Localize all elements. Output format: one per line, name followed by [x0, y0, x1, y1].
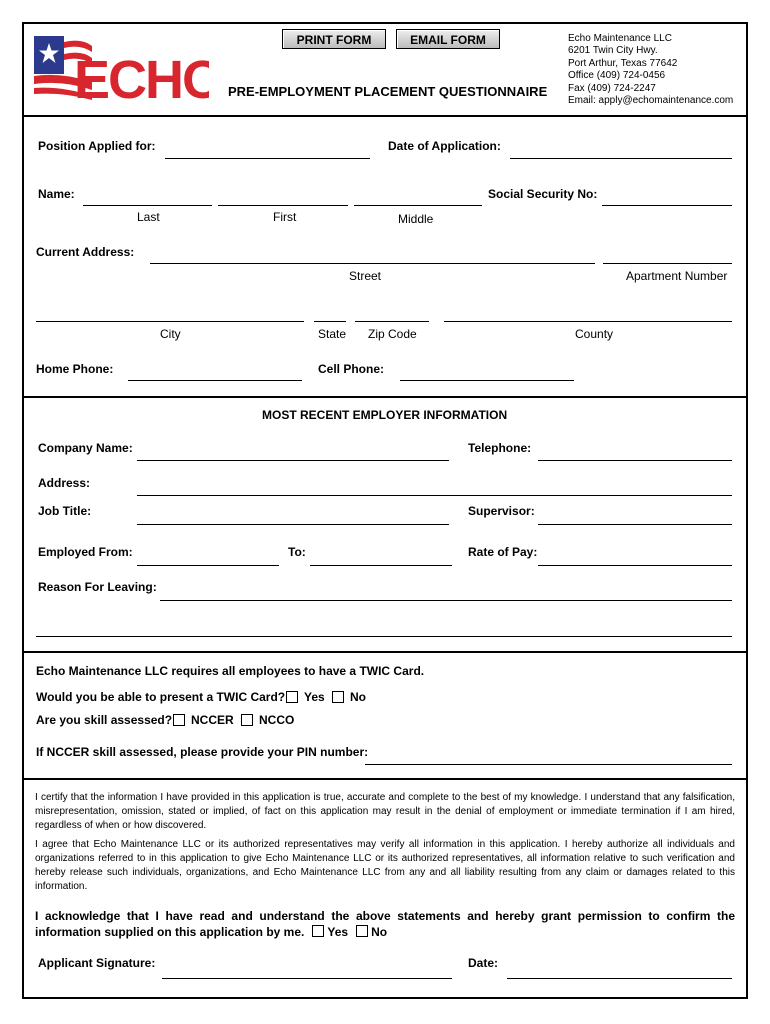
company-name: Echo Maintenance LLC: [568, 33, 672, 44]
employer-heading: MOST RECENT EMPLOYER INFORMATION: [262, 408, 508, 422]
twic-notice: Echo Maintenance LLC requires all employees to have a TWIC Card.: [36, 664, 425, 678]
company-info: [568, 33, 733, 107]
street-sublabel: Street: [349, 269, 382, 283]
signature-date-label: Date:: [468, 956, 499, 970]
first-name-field[interactable]: [218, 205, 348, 206]
city-sublabel: City: [160, 327, 181, 341]
apartment-sublabel: Apartment Number: [626, 269, 728, 283]
signature-label: Applicant Signature:: [38, 956, 156, 970]
acknowledgement: [35, 908, 735, 940]
cell-phone-label: Cell Phone:: [318, 362, 385, 376]
telephone-field[interactable]: [538, 460, 732, 461]
apartment-field[interactable]: [603, 263, 732, 264]
position-label: Position Applied for:: [38, 139, 156, 153]
employed-from-field[interactable]: [137, 565, 279, 566]
supervisor-label: Supervisor:: [468, 504, 535, 518]
employed-to-label: To:: [288, 545, 306, 559]
skill-question: Are you skill assessed?: [36, 713, 173, 727]
employer-address-field[interactable]: [137, 495, 732, 496]
reason-for-leaving-field-2[interactable]: [36, 636, 732, 637]
company-street: 6201 Twin City Hwy.: [568, 45, 658, 57]
ncco-label: NCCO: [259, 713, 295, 727]
acknowledgement-text: I acknowledge that I have read and understand the above statements and hereby grant permission to confirm the information supplied on this application by me.: [35, 909, 735, 939]
ack-yes-label: Yes: [327, 925, 349, 939]
supervisor-field[interactable]: [538, 524, 732, 525]
position-field[interactable]: [165, 158, 370, 159]
date-of-application-label: Date of Application:: [388, 139, 501, 153]
last-sublabel: Last: [137, 210, 160, 224]
signature-date-field[interactable]: [507, 978, 732, 979]
date-of-application-field[interactable]: [510, 158, 732, 159]
nccer-label: NCCER: [191, 713, 234, 727]
job-title-label: Job Title:: [38, 504, 92, 518]
current-address-label: Current Address:: [36, 245, 135, 259]
telephone-label: Telephone:: [468, 441, 532, 455]
home-phone-field[interactable]: [128, 380, 302, 381]
company-email: Email: apply@echomaintenance.com: [568, 95, 734, 107]
employer-address-label: Address:: [38, 476, 91, 490]
middle-name-field[interactable]: [354, 205, 482, 206]
job-title-field[interactable]: [137, 524, 449, 525]
company-name-label: Company Name:: [38, 441, 133, 455]
form-title: PRE-EMPLOYMENT PLACEMENT QUESTIONNAIRE: [228, 84, 548, 99]
ack-no-checkbox[interactable]: [356, 925, 368, 937]
ack-no-label: No: [371, 925, 388, 939]
county-field[interactable]: [444, 321, 732, 322]
reason-for-leaving-label: Reason For Leaving:: [38, 580, 157, 594]
nccer-checkbox[interactable]: [173, 714, 185, 726]
name-label: Name:: [38, 187, 75, 201]
rate-of-pay-field[interactable]: [538, 565, 732, 566]
state-field[interactable]: [314, 321, 346, 322]
city-field[interactable]: [36, 321, 304, 322]
signature-field[interactable]: [162, 978, 452, 979]
last-name-field[interactable]: [83, 205, 212, 206]
zip-sublabel: Zip Code: [368, 327, 417, 341]
home-phone-label: Home Phone:: [36, 362, 114, 376]
ncco-checkbox[interactable]: [241, 714, 253, 726]
authorization-paragraph: I agree that Echo Maintenance LLC or its authorized representatives may verify all information in this application. I hereby authorize all individuals and organizations referred to in this application to give Echo Maintenance LLC or its authorized representatives, all information relative to such verification and hereby release such individuals, organizations, and Echo Maintenance LLC from any and all liability resulting from any claim or damages related to this information.: [35, 839, 735, 892]
divider: [22, 115, 748, 117]
company-office: Office (409) 724-0456: [568, 70, 666, 82]
company-name-field[interactable]: [137, 460, 449, 461]
first-sublabel: First: [273, 210, 297, 224]
certification-paragraph: I certify that the information I have provided in this application is true, accurate and complete to the best of my knowledge. I understand that any falsification, misrepresentation, omission, stated or implied, of fact on this application may result in the denial of employment or immediate termination if I am hired, regardless of when or how discovered.: [35, 792, 735, 831]
company-fax: Fax (409) 724-2247: [568, 82, 656, 94]
logo-text: ECHO: [74, 50, 209, 102]
ssn-field[interactable]: [602, 205, 732, 206]
street-field[interactable]: [150, 263, 595, 264]
email-form-button[interactable]: EMAIL FORM: [396, 29, 500, 49]
cell-phone-field[interactable]: [400, 380, 574, 381]
ssn-label: Social Security No:: [488, 187, 598, 201]
county-sublabel: County: [575, 327, 614, 341]
pin-label: If NCCER skill assessed, please provide your PIN number:: [36, 745, 369, 759]
divider: [22, 396, 748, 398]
rate-of-pay-label: Rate of Pay:: [468, 545, 538, 559]
pin-field[interactable]: [365, 764, 732, 765]
divider: [22, 651, 748, 653]
state-sublabel: State: [318, 327, 347, 341]
ack-yes-checkbox[interactable]: [312, 925, 324, 937]
zip-field[interactable]: [355, 321, 429, 322]
twic-question: Would you be able to present a TWIC Card?: [36, 690, 286, 704]
twic-yes-checkbox[interactable]: [286, 691, 298, 703]
echo-logo: [34, 36, 209, 102]
reason-for-leaving-field[interactable]: [160, 600, 732, 601]
company-city: Port Arthur, Texas 77642: [568, 57, 678, 69]
middle-sublabel: Middle: [398, 212, 434, 226]
employed-from-label: Employed From:: [38, 545, 133, 559]
twic-no-checkbox[interactable]: [332, 691, 344, 703]
twic-no-label: No: [350, 690, 366, 704]
divider: [22, 778, 748, 780]
employed-to-field[interactable]: [310, 565, 452, 566]
print-form-button[interactable]: PRINT FORM: [282, 29, 386, 49]
twic-yes-label: Yes: [304, 690, 325, 704]
